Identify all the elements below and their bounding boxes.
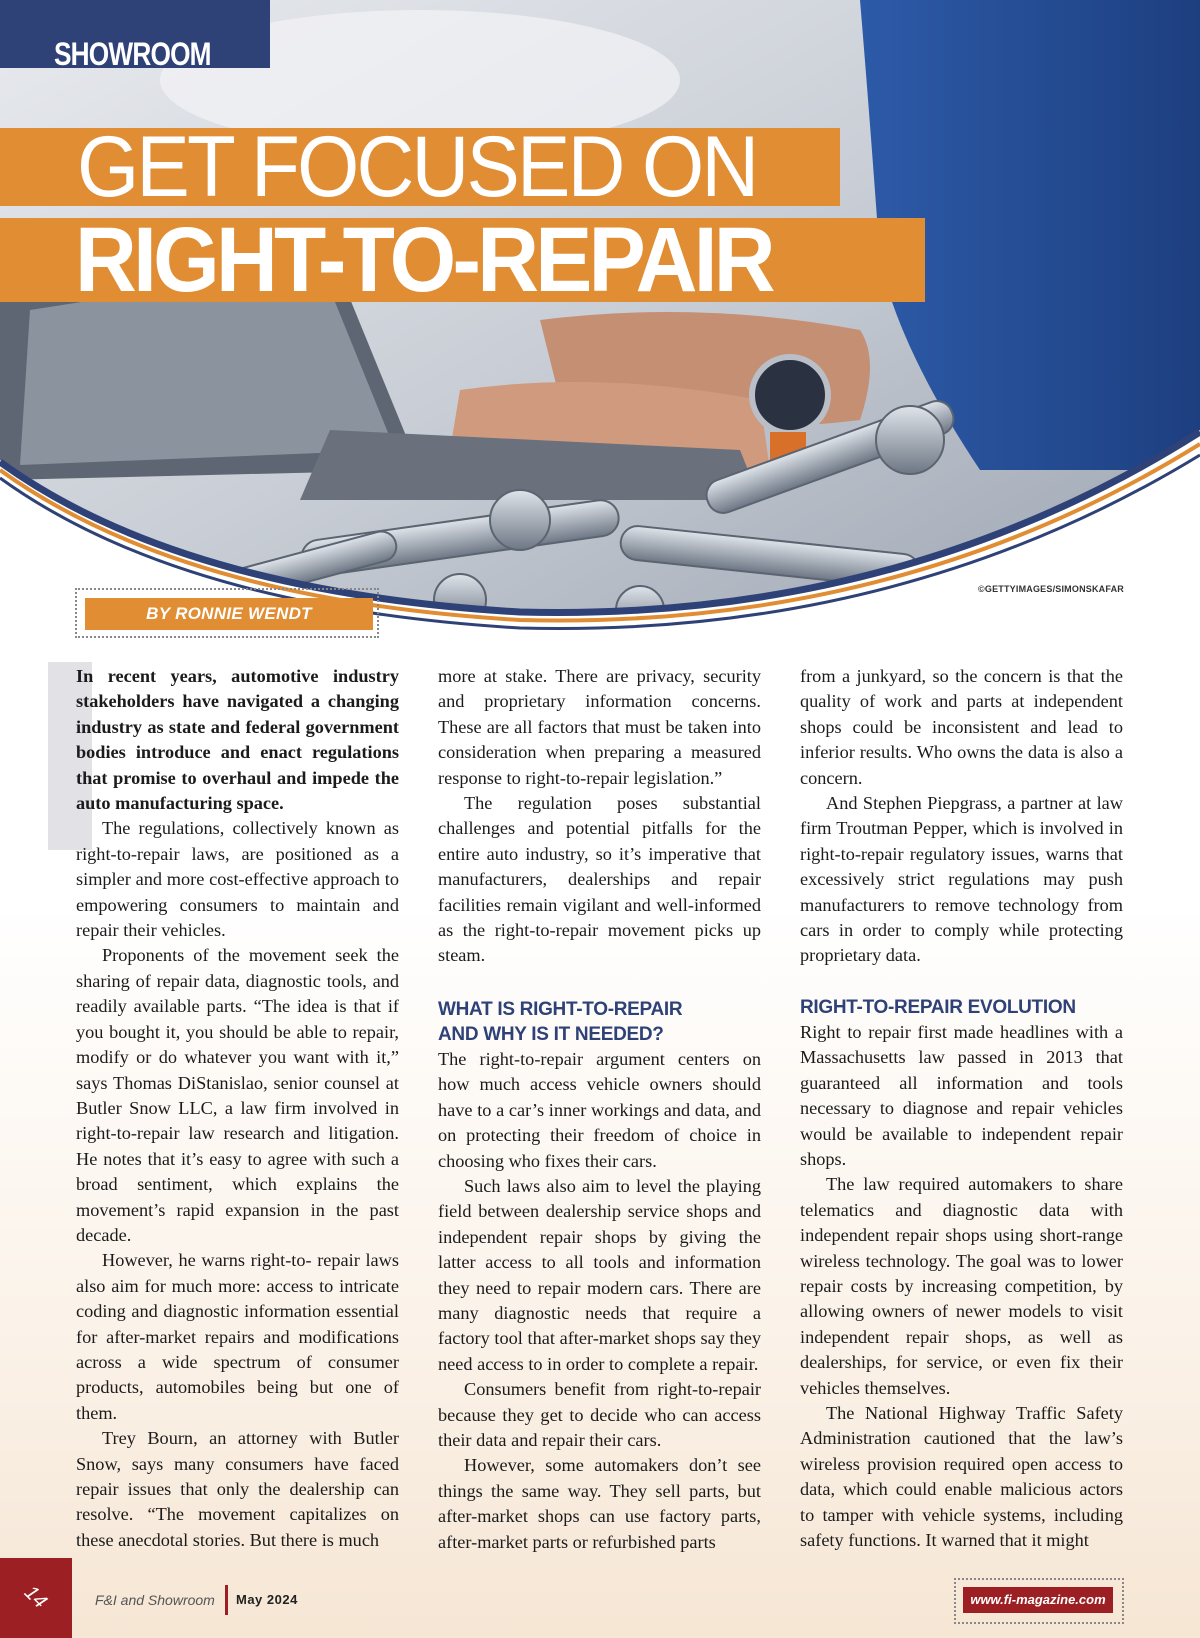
body-paragraph: Consumers benefit from right-to-repair because they get to decide who can access their data and repair their cars. bbox=[438, 1379, 761, 1450]
article-column-2 bbox=[438, 664, 761, 1555]
subheading-line-1: WHAT IS RIGHT-TO-REPAIR bbox=[438, 998, 683, 1020]
headline-line-2: RIGHT-TO-REPAIR bbox=[75, 209, 772, 311]
footer-divider bbox=[225, 1585, 228, 1615]
body-paragraph: Trey Bourn, an attorney with Butler Snow, says many consumers have faced repair issues that only the dealership can resolve. “The movement capitalizes on these anecdotal stories. But there is much bbox=[76, 1428, 399, 1550]
body-paragraph: The right-to-repair argument centers on how much access vehicle owners should have to a car’s inner workings and data, and on protecting their freedom of choice in choosing who fixes their cars. bbox=[438, 1048, 761, 1171]
body-paragraph: Such laws also aim to level the playing field between dealership service shops and independent repair shops by giving the latter access to all tools and information they need to repair modern cars. There are many diagnostic needs that require a factory tool that after-market shops say they need access to in order to complete a repair. bbox=[438, 1175, 761, 1374]
byline: BY RONNIE WENDT bbox=[85, 598, 373, 630]
subheading-line-2: AND WHY IS IT NEEDED? bbox=[438, 1023, 664, 1045]
body-paragraph: The law required automakers to share telematics and diagnostic data with independent repair shops using short-range wireless technology. The goal was to lower repair costs by increasing competition, by allowing owners of newer models to visit independent repair shops, as well as dealerships, for service, or even fix their vehicles themselves. bbox=[800, 1174, 1123, 1398]
headline-line-1: GET FOCUSED ON bbox=[77, 119, 757, 215]
section-label: SHOWROOM bbox=[54, 36, 211, 72]
subheading-evolution: RIGHT-TO-REPAIR EVOLUTION bbox=[800, 996, 1076, 1018]
page-number: 14 bbox=[19, 1581, 52, 1613]
body-paragraph: The regulations, collectively known as right-to-repair laws, are positioned as a simpler and more cost-effective approach to empowering consumers to maintain and repair their vehicles. bbox=[76, 818, 399, 941]
section-tag bbox=[0, 0, 270, 72]
page-number-tab bbox=[0, 1558, 72, 1638]
footer-date: May 2024 bbox=[236, 1592, 298, 1607]
body-paragraph: And Stephen Piepgrass, a partner at law firm Troutman Pepper, which is involved in right-to-repair regulatory issues, warns that excessively strict regulations may push manufacturers to remove technology from cars in order to comply while protecting proprietary data. bbox=[800, 793, 1123, 966]
footer-publication: F&I and Showroom bbox=[95, 1592, 215, 1608]
body-paragraph: However, some automakers don’t see things the same way. They sell parts, but after-market shops can use factory parts, after-market parts or refurbished parts bbox=[438, 1455, 761, 1552]
subheading-what-is-right-to-repair bbox=[438, 997, 761, 1047]
hero-photo bbox=[0, 0, 1200, 640]
body-paragraph: Right to repair first made headlines with a Massachusetts law passed in 2013 that guaranteed all information and tools necessary to diagnose and repair vehicles would be available to independent repair shops. bbox=[800, 1021, 1123, 1169]
article-column-1 bbox=[76, 664, 399, 1553]
hero-illustration bbox=[0, 0, 1200, 640]
article-column-3 bbox=[800, 664, 1123, 1553]
body-paragraph: However, he warns right-to- repair laws also aim for much more: access to intricate coding and diagnostic information essential for after-market repairs and modifications across a wide spectrum of consumer products, automobiles being but one of them. bbox=[76, 1250, 399, 1423]
body-paragraph: more at stake. There are privacy, security and proprietary information concerns. These are all factors that must be taken into consideration when preparing a measured response to right-to-repair legislation.” bbox=[438, 666, 761, 788]
body-paragraph: The National Highway Traffic Safety Administration cautioned that the law’s wireless provision required open access to data, which could enable malicious actors to tamper with vehicle systems, including safety functions. It warned that it might bbox=[800, 1402, 1123, 1550]
footer-url-link[interactable]: www.fi-magazine.com bbox=[963, 1587, 1113, 1613]
body-paragraph: The regulation poses substantial challenges and potential pitfalls for the entire auto industry, so it’s imperative that manufacturers, dealerships and repair facilities remain vigilant and well-informed as the right-to-repair movement picks up steam. bbox=[438, 793, 761, 966]
lead-paragraph: In recent years, automotive industry stakeholders have navigated a changing industry as state and federal government bodies introduce and enact regulations that promise to overhaul and impede the auto manufacturing space. bbox=[76, 666, 399, 814]
photo-credit: ©GETTYIMAGES/SIMONSKAFAR bbox=[978, 584, 1124, 594]
body-paragraph: Proponents of the movement seek the sharing of repair data, diagnostic tools, and readily available parts. “The idea is that if you bought it, you should be able to repair, modify or do whatever you want with it,” says Thomas DiStanislao, senior counsel at Butler Snow LLC, a law firm involved in right-to-repair law research and litigation. He notes that it’s easy to agree with such a broad sentiment, which explains the movement’s rapid expansion in the past decade. bbox=[76, 945, 399, 1245]
body-paragraph: from a junkyard, so the concern is that the quality of work and parts at independent shops could be inconsistent and lead to inferior results. Who owns the data is also a concern. bbox=[800, 666, 1123, 788]
